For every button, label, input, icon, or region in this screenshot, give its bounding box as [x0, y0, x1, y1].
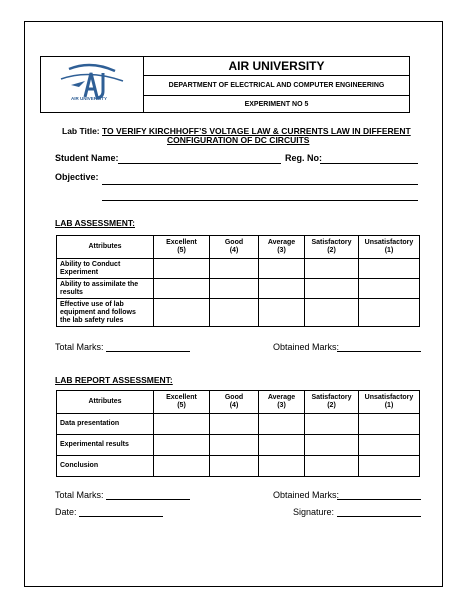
signature-field[interactable]: [337, 516, 421, 517]
row-label: Experimental results: [57, 435, 154, 456]
obtained-marks-label: Obtained Marks:: [273, 342, 340, 352]
score-cell[interactable]: [305, 414, 359, 435]
table-row: [57, 435, 420, 456]
objective-label: Objective:: [55, 172, 99, 182]
table-header-row: [57, 236, 420, 259]
logo-emblem-icon: [41, 57, 141, 112]
total-marks-label: Total Marks:: [55, 342, 104, 352]
score-cell[interactable]: [305, 456, 359, 477]
header-average: Average (3): [259, 236, 305, 259]
reg-no-field[interactable]: [320, 163, 418, 164]
lab-title-line1: TO VERIFY KIRCHHOFF’S VOLTAGE LAW & CURRENTS LAW IN DIFFERENT: [102, 126, 411, 136]
score-cell[interactable]: [359, 435, 420, 456]
score-cell[interactable]: [210, 279, 259, 299]
university-logo: [41, 57, 144, 112]
header-unsatisfactory: Unsatisfactory (1): [359, 236, 420, 259]
score-cell[interactable]: [359, 279, 420, 299]
date-label: Date:: [55, 507, 77, 517]
student-name-field[interactable]: [118, 163, 281, 164]
obtained-marks-field[interactable]: [337, 351, 421, 352]
table-row: [57, 456, 420, 477]
obtained-marks-field-2[interactable]: [337, 499, 421, 500]
score-cell[interactable]: [259, 414, 305, 435]
header-average: Average (3): [259, 391, 305, 414]
score-cell[interactable]: [305, 435, 359, 456]
score-cell[interactable]: [259, 299, 305, 327]
objective-field-line2[interactable]: [102, 200, 418, 201]
total-marks-field[interactable]: [106, 351, 190, 352]
score-cell[interactable]: [305, 299, 359, 327]
lab-report-assessment-title: LAB REPORT ASSESSMENT:: [55, 375, 173, 385]
table-row: [57, 414, 420, 435]
row-label: Ability to assimilate the results: [57, 279, 154, 299]
score-cell[interactable]: [259, 279, 305, 299]
header-excellent: Excellent (5): [154, 236, 210, 259]
score-cell[interactable]: [210, 299, 259, 327]
header-excellent: Excellent (5): [154, 391, 210, 414]
score-cell[interactable]: [259, 435, 305, 456]
obtained-marks-label-2: Obtained Marks:: [273, 490, 340, 500]
score-cell[interactable]: [154, 279, 210, 299]
experiment-number: EXPERIMENT NO 5: [244, 100, 309, 108]
signature-label: Signature:: [293, 507, 335, 517]
score-cell[interactable]: [259, 259, 305, 279]
header-satisfactory: Satisfactory (2): [305, 391, 359, 414]
score-cell[interactable]: [210, 259, 259, 279]
table-row: [57, 299, 420, 327]
department-name: DEPARTMENT OF ELECTRICAL AND COMPUTER ENGINEERING: [144, 76, 409, 96]
row-label: Effective use of lab equipment and follows the lab safety rules: [57, 299, 154, 327]
score-cell[interactable]: [359, 456, 420, 477]
score-cell[interactable]: [359, 299, 420, 327]
header-attributes: Attributes: [57, 391, 154, 414]
lab-title-label: Lab Title:: [62, 126, 100, 136]
row-label: Conclusion: [57, 456, 154, 477]
score-cell[interactable]: [154, 299, 210, 327]
lab-report-table: [56, 390, 420, 477]
objective-field-line1[interactable]: [102, 184, 418, 185]
date-field[interactable]: [79, 516, 163, 517]
score-cell[interactable]: [359, 259, 420, 279]
row-label: Ability to Conduct Experiment: [57, 259, 154, 279]
header-unsatisfactory: Unsatisfactory (1): [359, 391, 420, 414]
score-cell[interactable]: [210, 435, 259, 456]
score-cell[interactable]: [259, 456, 305, 477]
score-cell[interactable]: [305, 259, 359, 279]
lab-assessment-title: LAB ASSESSMENT:: [55, 218, 135, 228]
header-good: Good (4): [210, 236, 259, 259]
table-header-row: [57, 391, 420, 414]
score-cell[interactable]: [154, 435, 210, 456]
lab-title-line2: CONFIGURATION OF DC CIRCUITS: [167, 135, 310, 145]
student-name-label: Student Name:: [55, 153, 119, 163]
score-cell[interactable]: [154, 456, 210, 477]
header-satisfactory: Satisfactory (2): [305, 236, 359, 259]
total-marks-label-2: Total Marks:: [55, 490, 104, 500]
table-row: [57, 279, 420, 299]
table-row: [57, 259, 420, 279]
score-cell[interactable]: [210, 456, 259, 477]
score-cell[interactable]: [210, 414, 259, 435]
score-cell[interactable]: [154, 259, 210, 279]
total-marks-field-2[interactable]: [106, 499, 190, 500]
header-good: Good (4): [210, 391, 259, 414]
score-cell[interactable]: [154, 414, 210, 435]
row-label: Data presentation: [57, 414, 154, 435]
header-block: [40, 56, 410, 113]
university-name: AIR UNIVERSITY: [144, 57, 409, 76]
score-cell[interactable]: [305, 279, 359, 299]
header-attributes: Attributes: [57, 236, 154, 259]
score-cell[interactable]: [359, 414, 420, 435]
logo-text: AIR UNIVERSITY: [71, 96, 108, 101]
lab-assessment-table: [56, 235, 420, 327]
reg-no-label: Reg. No:: [285, 153, 322, 163]
